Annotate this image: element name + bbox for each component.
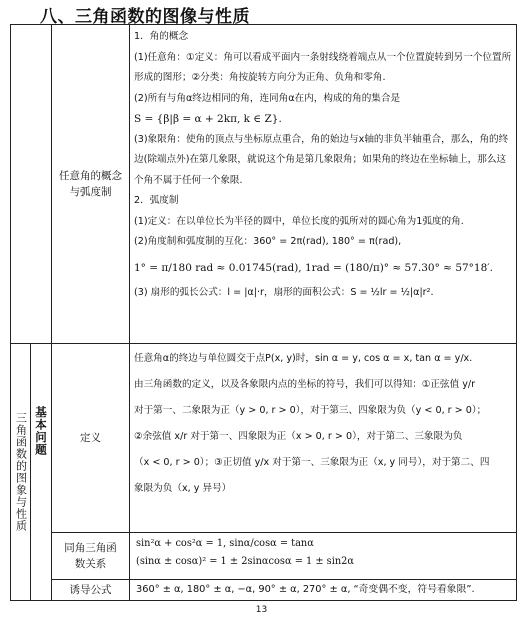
text-sine-sign: 对于第一、二象限为正（y > 0, r > 0），对于第三、四象限为负（y < 0, r > 0）；	[134, 405, 487, 416]
table-row-definition	[11, 344, 517, 533]
trig-table	[10, 24, 517, 601]
text-reduction-formulas: 360° ± α, 180° ± α, −α, 90° ± α, 270° ± α, “奇变偶不变，符号看象限”.	[136, 584, 475, 595]
text-radian-definition: (1)定义：在以单位长为半径的圆中，单位长度的弧所对的圆心角为1弧度的角.	[134, 215, 464, 227]
row-label-angle-concept: 任意角的概念与弧度制	[52, 25, 130, 344]
definition-content	[130, 344, 517, 533]
text-sign-intro: 由三角函数的定义，以及各象限内点的坐标的符号，我们可以得知：①正弦值 y/r	[134, 379, 476, 390]
identities-content	[130, 533, 517, 580]
text-sector-formulas: (3) 扇形的弧长公式：l = |α|·r，扇形的面积公式：S = ½lr = ½|α|r².	[134, 286, 434, 298]
angle-concept-content	[130, 25, 517, 344]
sub-vertical-label: 基本问题	[31, 344, 52, 601]
formula-set-s: S = {β|β = α + 2kπ, k ∈ Z}.	[134, 113, 282, 125]
text-quadrant-angle: (3)象限角：使角的顶点与坐标原点重合，角的始边与x轴的非负半轴重合，那么，角的终边(除端点外)在第几象限，就说这个角是第几象限角；如果角的终边在坐标轴上，那么这个角不属于任何一个象限.	[134, 133, 509, 186]
row-label-reduction: 诱导公式	[52, 580, 130, 601]
text-cosine-sign: ②余弦值 x/r 对于第一、四象限为正（x > 0, r > 0），对于第二、三象限为负	[134, 431, 463, 442]
formula-pythagorean: sin²α + cos²α = 1, sinα/cosα = tanα	[136, 538, 314, 549]
formula-degree-radian: 1° = π/180 rad ≈ 0.01745(rad), 1rad = (180/π)° ≈ 57.30° ≈ 57°18′.	[134, 261, 494, 274]
text-any-angle: (1)任意角：①定义：角可以看成平面内一条射线绕着端点从一个位置旋转到另一个位置所形成的图形；②分类：角按旋转方向分为正角、负角和零角.	[134, 51, 512, 83]
text-unit-circle-def: 任意角α的终边与单位圆交于点P(x, y)时，sin α = y, cos α = x, tan α = y/x.	[134, 353, 473, 364]
outer-vertical-label: 三角函数的图象与性质	[11, 344, 31, 601]
heading-radian: 2．弧度制	[134, 195, 179, 206]
table-row-identities	[11, 533, 517, 580]
reduction-content	[130, 580, 517, 601]
text-tangent-negative: 象限为负（x, y 异号）	[134, 483, 232, 494]
section-title: 八、三角函数的图像与性质	[40, 7, 250, 27]
formula-square-sum: (sinα ± cosα)² = 1 ± 2sinαcosα = 1 ± sin2α	[136, 556, 355, 567]
heading-angle-concept: 1．角的概念	[134, 31, 189, 42]
text-tangent-sign: （x < 0, r > 0）；③正切值 y/x 对于第一、三象限为正（x, y 同号），对于第二、四	[134, 457, 490, 468]
table-row-angle-concept	[11, 25, 517, 344]
text-conversion: (2)角度制和弧度制的互化：360° = 2π(rad), 180° = π(rad),	[134, 236, 402, 247]
table-row-reduction	[11, 580, 517, 601]
text-coterminal: (2)所有与角α终边相同的角，连同角α在内，构成的角的集合是	[134, 92, 401, 104]
row-label-definition: 定义	[52, 344, 130, 533]
page-number: 13	[255, 605, 268, 615]
blank-cell	[11, 25, 52, 344]
row-label-identities: 同角三角函数关系	[52, 533, 130, 580]
